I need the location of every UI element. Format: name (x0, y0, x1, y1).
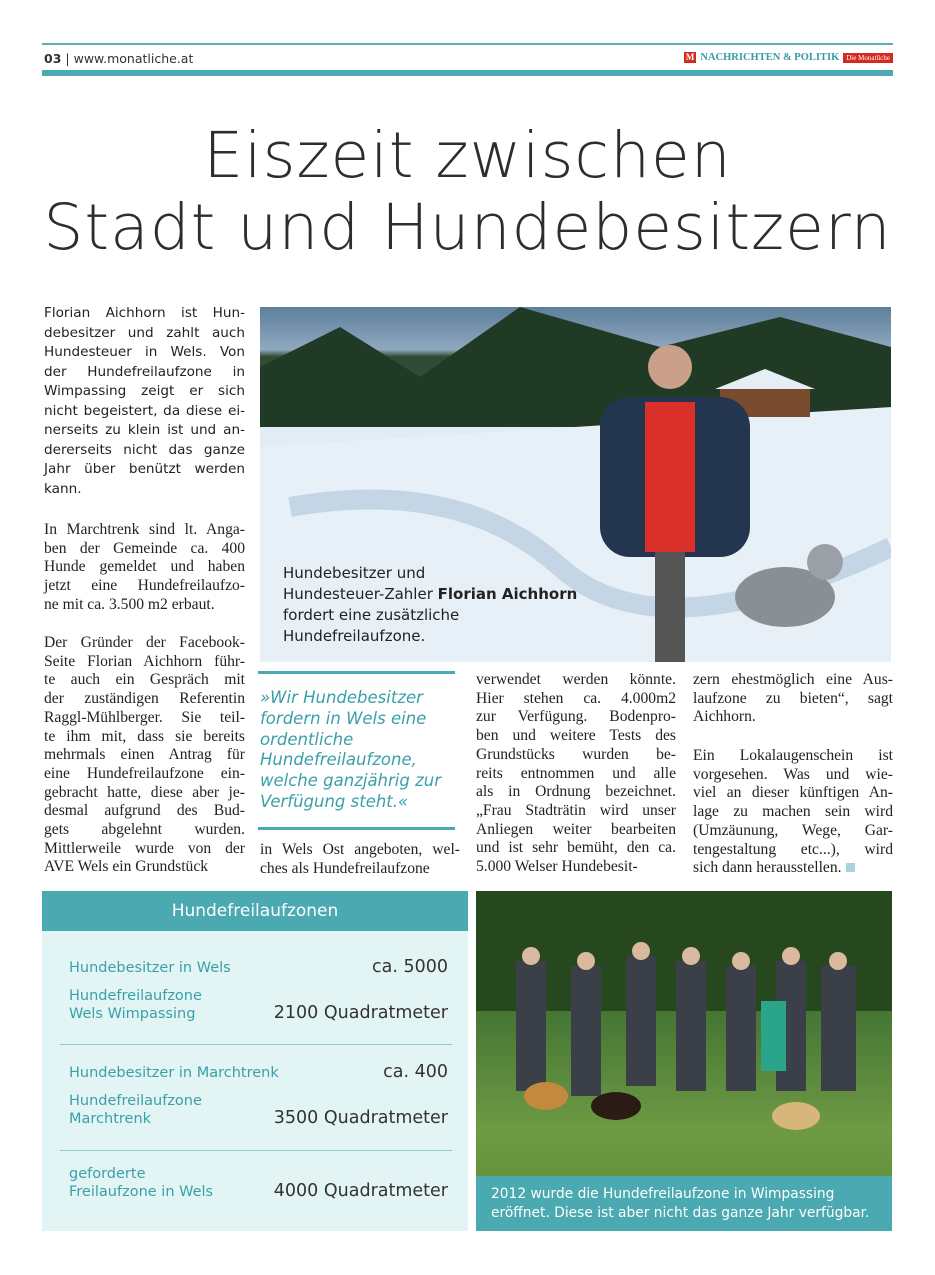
caption-name: Florian Aichhorn (437, 585, 578, 603)
text-line: reits entnommen und alle (476, 764, 676, 782)
text-line: jetzt eine Hundefreilaufzo- (44, 577, 245, 595)
text-line: der Hundefreilaufzone in (44, 363, 245, 380)
text-line: (Umzäunung, Wege, Gar- (693, 821, 893, 839)
info-label: Hundebesitzer in Marchtrenk (69, 1065, 279, 1081)
info-row (69, 1165, 448, 1201)
caption-line: fordert eine zusätzliche (283, 606, 460, 624)
divider (60, 1150, 452, 1151)
text-line: ne mit ca. 3.500 m2 erbaut. (44, 595, 215, 613)
info-label: Hundefreilaufzone Wels Wimpassing (69, 988, 202, 1022)
column-2-text (260, 841, 460, 878)
text-line: Aichhorn. (693, 708, 756, 726)
text-line: zern ehestmöglich eine Aus- (693, 671, 893, 688)
brand-logo: Die Monatliche (843, 53, 893, 63)
text-line: debesitzer und zahlt auch (44, 324, 245, 341)
text-line: und ist sehr bemüht, den ca. (476, 839, 676, 857)
text-line: laufzone zu bieten“, sagt (693, 689, 893, 707)
text-line: vorgesehen. Was und wie- (693, 765, 893, 783)
text-line: kann. (44, 480, 82, 497)
text-line: ben der Gemeinde ca. 400 (44, 539, 245, 557)
text-line: Der Gründer der Facebook- (44, 634, 245, 651)
text-line: verwendet werden könnte. (476, 671, 676, 688)
text-line: der zuständigen Referentin (44, 690, 245, 708)
text-line: Grundstücks wurden be- (476, 745, 676, 763)
text-line: viel an dieser künftigen An- (693, 784, 893, 802)
text-line: dererseits nicht das ganze (44, 441, 245, 458)
text-line: 5.000 Welser Hundebesit- (476, 858, 638, 876)
top-rule (42, 43, 893, 45)
text-line: Seite Florian Aichhorn führ- (44, 652, 245, 670)
text-line: Wimpassing zeigt er sich (44, 383, 245, 399)
info-box-title: Hundefreilaufzonen (42, 891, 468, 931)
text-line: zur Verfügung. Bodenpro- (476, 708, 676, 726)
column-4-closing (693, 747, 893, 878)
website: www.monatliche.at (73, 51, 194, 66)
quote-rule-top (258, 671, 455, 674)
headline-line-2: Stadt und Hundebesitzern (43, 191, 892, 264)
divider (60, 1044, 452, 1045)
text-line: Hunde gemeldet und haben (44, 558, 245, 576)
info-label: Hundebesitzer in Wels (69, 960, 231, 976)
text-line: gebracht hatte, diese aber je- (44, 783, 245, 801)
text-line: In Marchtrenk sind lt. Anga- (44, 521, 245, 538)
text-line: nicht begeistert, da diese ei- (44, 402, 245, 419)
text-line: Mittlerweile wurde von der (44, 839, 245, 857)
text-line: lage zu machen sein wird (693, 803, 893, 821)
text-line: Raggl-Mühlberger. Sie teil- (44, 708, 245, 726)
separator: | (65, 51, 70, 66)
text-line: tengestaltung etc...), wird (693, 840, 893, 858)
text-line: Jahr über benützt werden (44, 461, 245, 477)
caption-line: 2012 wurde die Hundefreilaufzone in Wimpassing (491, 1186, 835, 1202)
text-line: Anliegen weiter bearbeiten (476, 820, 676, 838)
info-value: 3500 Quadratmeter (273, 1108, 448, 1128)
magazine-logo: M (685, 52, 695, 62)
text-line: gets abgelehnt wurden. (44, 821, 245, 839)
info-value: ca. 400 (383, 1062, 448, 1082)
text-line: te ihm mit, dass sie bereits (44, 727, 245, 745)
info-box (42, 891, 468, 1231)
text-line: desmal aufgrund des Bud- (44, 802, 245, 820)
caption-line: Hundefreilaufzone. (283, 627, 426, 645)
photo-caption (283, 563, 577, 647)
text-line: mehrmals einen Antrag für (44, 746, 245, 764)
text-line: Hier stehen ca. 4.000m2 (476, 689, 676, 707)
photo-group-opening (476, 891, 892, 1231)
section-name: NACHRICHTEN & POLITIK (700, 52, 840, 63)
caption-text: Hundesteuer-Zahler (283, 585, 438, 603)
quote-rule-bottom (258, 827, 455, 830)
section-label (684, 52, 893, 63)
text-line: eine Hundefreilaufzone ein- (44, 764, 245, 782)
intro-paragraph (44, 304, 245, 499)
text-line: nerseits zu klein ist und an- (44, 422, 245, 438)
info-value: 4000 Quadratmeter (273, 1181, 448, 1201)
text-line: ben und weitere Tests des (476, 727, 676, 745)
caption-line: eröffnet. Diese ist aber nicht das ganze Jahr verfügbar. (491, 1205, 870, 1221)
text-line: Hundesteuer in Wels. Von (44, 344, 245, 360)
header-bar (42, 70, 893, 76)
info-value: ca. 5000 (371, 957, 448, 977)
text-line: sich dann herausstellen. (693, 859, 893, 878)
end-mark-icon (846, 863, 855, 872)
info-row (69, 957, 448, 977)
text-line: AVE Wels ein Grundstück (44, 858, 209, 876)
info-value: 2100 Quadratmeter (273, 1003, 448, 1023)
text-line: te auch ein Gespräch mit (44, 671, 245, 689)
page-info (44, 51, 193, 66)
column-3-text (476, 671, 676, 877)
column-4-text (693, 671, 893, 727)
group-photo-caption (476, 1176, 892, 1231)
headline-line-1: Eiszeit zwischen (203, 119, 732, 192)
text-line: Ein Lokalaugenschein ist (693, 747, 893, 764)
text-line: „Frau Stadträtin wird unser (476, 801, 676, 819)
page-number: 03 (44, 51, 62, 66)
info-row (69, 987, 448, 1023)
info-row (69, 1062, 448, 1082)
caption-line (283, 584, 577, 605)
caption-line: Hundebesitzer und (283, 564, 426, 582)
info-row (69, 1092, 448, 1128)
info-label: geforderte Freilaufzone in Wels (69, 1166, 214, 1200)
info-label: Hundefreilaufzone Marchtrenk (69, 1093, 202, 1127)
text-line: als in Ordnung bezeichnet. (476, 783, 676, 801)
text-line: Florian Aichhorn ist Hun- (44, 305, 245, 321)
paragraph-founder (44, 634, 245, 877)
text-line: in Wels Ost angeboten, wel- (260, 841, 460, 858)
pull-quote: »Wir Hundebesitzer fordern in Wels eine ordentliche Hundefreilaufzone, welche ganzjährig zur Verfügung steht.« (260, 688, 442, 811)
paragraph-marchtrenk (44, 521, 245, 615)
text-line: ches als Hundefreilaufzone (260, 859, 430, 877)
